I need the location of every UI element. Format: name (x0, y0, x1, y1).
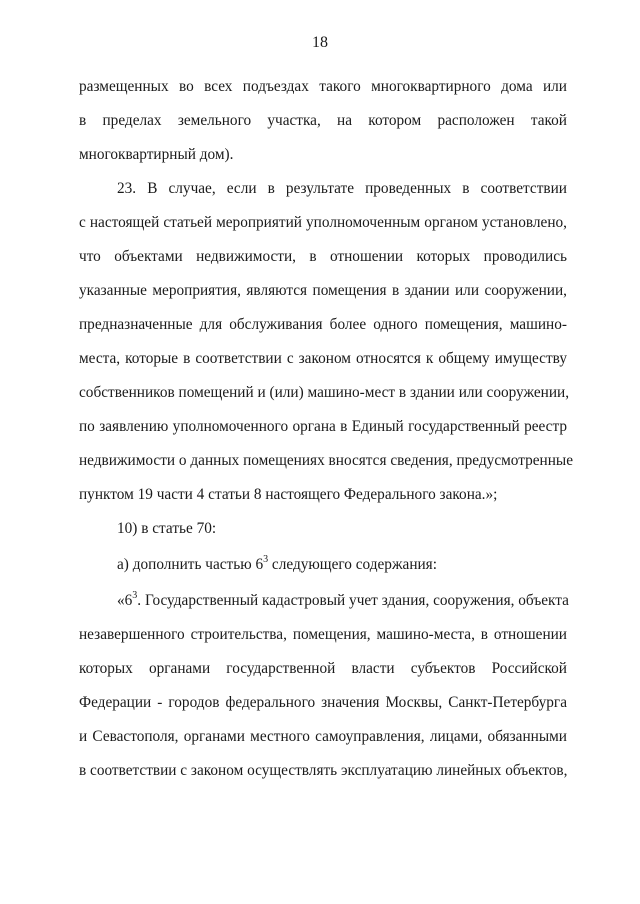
text-line: и Севастополя, органами местного самоуправления, лицами, обязанными (79, 728, 567, 745)
text-line: по заявлению уполномоченного органа в Единый государственный реестр (79, 418, 567, 435)
text-line: места, которые в соответствии с законом относятся к общему имуществу (79, 350, 567, 367)
text-line: 10) в статье 70: (117, 520, 217, 537)
text-line: с настоящей статьей мероприятий уполномоченным органом установлено, (79, 214, 567, 231)
text-fragment: а) дополнить частью 6 (117, 556, 264, 573)
text-fragment: «6 (117, 592, 133, 609)
superscript: 3 (132, 589, 138, 601)
text-line-with-superscript (117, 591, 567, 611)
text-line: 23. В случае, если в результате проведенных в соответствии (117, 180, 567, 197)
superscript: 3 (263, 553, 269, 565)
text-line: которых органами государственной власти субъектов Российской (79, 660, 567, 677)
page-number: 18 (312, 34, 328, 51)
text-line: недвижимости о данных помещениях вносятся сведения, предусмотренные (79, 452, 573, 469)
text-line: многоквартирный дом). (79, 146, 234, 163)
text-line: в пределах земельного участка, на котором расположен такой (79, 112, 567, 129)
text-fragment: следующего содержания: (268, 556, 437, 573)
text-line: в соответствии с законом осуществлять эксплуатацию линейных объектов, (79, 762, 568, 779)
text-line: размещенных во всех подъездах такого многоквартирного дома или (79, 78, 567, 95)
text-line: что объектами недвижимости, в отношении которых проводились (79, 248, 567, 265)
text-line: незавершенного строительства, помещения, машино-места, в отношении (79, 626, 567, 643)
text-line: предназначенные для обслуживания более одного помещения, машино- (79, 316, 567, 333)
text-fragment: . Государственный кадастровый учет здания, сооружения, объекта (137, 592, 569, 609)
text-line: пунктом 19 части 4 статьи 8 настоящего Федерального закона.»; (79, 486, 498, 503)
text-line: указанные мероприятия, являются помещения в здании или сооружении, (79, 282, 567, 299)
text-line-with-superscript (117, 555, 567, 575)
text-line: Федерации - городов федерального значения Москвы, Санкт-Петербурга (79, 694, 567, 711)
text-line: собственников помещений и (или) машино-мест в здании или сооружении, (79, 384, 570, 401)
